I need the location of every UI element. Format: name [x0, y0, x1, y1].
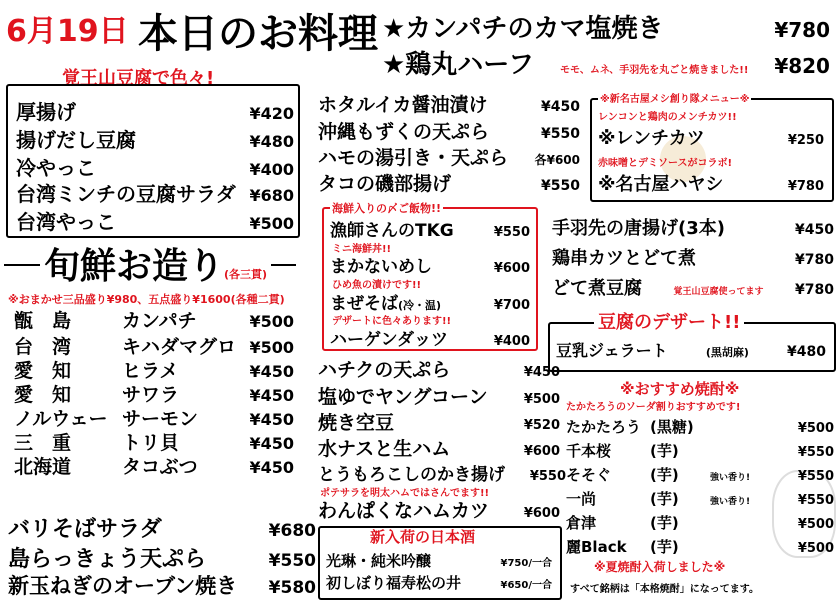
item-price: ¥450 — [249, 410, 294, 429]
fish: サワラ — [122, 384, 180, 406]
sake-title: 新入荷の日本酒 — [370, 528, 476, 546]
item-price: ¥600 — [523, 444, 560, 459]
item-name: 光琳・純米吟醸 — [326, 552, 432, 570]
menu-item — [552, 274, 834, 300]
shochu-row — [566, 512, 834, 533]
item-price: ¥550 — [541, 178, 580, 194]
shochu-row — [566, 536, 834, 557]
item-price: ¥550 — [797, 445, 834, 460]
item-price: ¥680 — [249, 186, 294, 205]
item-note: デザートに色々あります!! — [332, 316, 452, 327]
menu-item — [8, 570, 316, 600]
item-kind: (黒糖) — [650, 418, 694, 436]
origin: 甑 島 — [14, 310, 72, 332]
item-name: 厚揚げ — [16, 100, 76, 124]
item-name: 麗Black — [566, 538, 627, 556]
item-price: ¥550 — [529, 469, 566, 484]
origin: ノルウェー — [14, 408, 108, 430]
origin: 台 湾 — [14, 336, 72, 358]
sashimi-title-note: (各三貫) — [224, 268, 268, 281]
item-price: ¥480 — [249, 132, 294, 151]
item-note: レンコンと鶏肉のメンチカツ!! — [598, 112, 737, 123]
menu-item — [8, 512, 316, 543]
item-price: ¥500 — [249, 312, 294, 331]
item-price: ¥600 — [523, 506, 560, 521]
item-price: ¥550 — [797, 493, 834, 508]
item-price: ¥450 — [541, 99, 580, 115]
menu-item — [16, 96, 294, 125]
item-price: ¥450 — [249, 458, 294, 477]
item-price: ¥520 — [523, 418, 560, 433]
item-name: 豆乳ジェラート — [556, 341, 668, 360]
item-price: ¥450 — [523, 365, 560, 380]
special-item — [382, 8, 830, 45]
menu-item — [318, 117, 580, 144]
menu-item — [318, 382, 560, 409]
item-price: ¥450 — [249, 386, 294, 405]
item-price: ¥750/一合 — [500, 558, 552, 569]
item-price: ¥780 — [795, 252, 834, 268]
item-price: ¥500 — [523, 392, 560, 407]
special-item — [382, 44, 830, 81]
item-name: 漁師さんのTKG — [330, 221, 454, 241]
special-name: ★鶏丸ハーフ — [382, 50, 535, 80]
item-kind: (芋) — [650, 538, 679, 556]
special-note: モモ、ムネ、手羽先を丸ごと焼きました!! — [559, 65, 749, 76]
item-name: 一尚 — [566, 490, 597, 508]
item-name: ハチクの天ぷら — [318, 359, 451, 381]
menu-item — [330, 325, 530, 350]
item-name: 冷やっこ — [16, 156, 96, 180]
item-price: ¥580 — [268, 578, 316, 598]
item-name: まぜそば — [330, 294, 398, 314]
sashimi-row — [14, 332, 294, 359]
item-name: ハモの湯引き・天ぷら — [318, 147, 509, 169]
item-name: 塩ゆでヤングコーン — [318, 386, 488, 408]
item-note: ミニ海鮮丼!! — [332, 244, 392, 255]
item-note: 赤味噌とデミソースがコラボ! — [598, 158, 733, 169]
dessert-title: 豆腐のデザート!! — [594, 308, 744, 334]
menu-item — [16, 124, 294, 153]
item-note: ポテサラを明太ハムではさんでます!! — [320, 488, 490, 499]
item-price: ¥500 — [797, 541, 834, 556]
sashimi-title — [40, 238, 271, 289]
item-sub: (冷・温) — [398, 299, 442, 312]
item-name: とうもろこしのかき揚げ — [318, 465, 505, 485]
item-name: 台湾やっこ — [16, 210, 116, 234]
item-price: ¥480 — [787, 344, 826, 360]
fish: トリ貝 — [122, 432, 180, 454]
item-price: ¥550 — [541, 126, 580, 142]
menu-item — [598, 170, 824, 196]
item-name: ※名古屋ハヤシ — [598, 174, 724, 195]
menu-item — [330, 216, 530, 241]
menu-item — [556, 338, 826, 361]
origin: 愛 知 — [14, 384, 72, 406]
item-name: 新玉ねぎのオーブン焼き — [8, 574, 238, 598]
item-name: たかたろう — [566, 418, 642, 436]
shochu-row — [566, 488, 834, 509]
special-name: ★カンパチのカマ塩焼き — [382, 14, 664, 44]
item-price: ¥600 — [493, 261, 530, 276]
sashimi-row — [14, 452, 294, 479]
item-price: ¥550 — [493, 225, 530, 240]
page-title: 本日のお料理 — [138, 11, 378, 57]
origin: 愛 知 — [14, 360, 72, 382]
item-price: ¥500 — [797, 421, 834, 436]
item-price: ¥780 — [787, 179, 824, 194]
item-price: ¥400 — [493, 334, 530, 349]
item-price: ¥500 — [249, 338, 294, 357]
menu-item — [598, 124, 824, 150]
item-note: 強い香り! — [710, 497, 751, 507]
item-name: 千本桜 — [566, 442, 612, 460]
nagoya-title: ※新名古屋メシ創り隊メニュー※ — [598, 90, 751, 105]
menu-item — [330, 252, 530, 277]
item-price: ¥450 — [249, 362, 294, 381]
item-price: ¥680 — [268, 521, 316, 541]
item-price: ¥650/一合 — [500, 580, 552, 591]
item-name: どて煮豆腐 — [552, 278, 642, 299]
menu-item — [318, 90, 580, 117]
item-name: バリそばサラダ — [8, 517, 162, 542]
shochu-row — [566, 440, 834, 461]
shochu-title: ※おすすめ焼酎※ — [620, 380, 740, 398]
shochu-row — [566, 464, 834, 485]
menu-item — [330, 289, 530, 314]
item-sub: (黒胡麻) — [705, 346, 749, 359]
fish: サーモン — [122, 408, 199, 430]
item-note: 覚王山豆腐使ってます — [673, 287, 764, 297]
item-price: ¥450 — [249, 434, 294, 453]
menu-item — [16, 152, 294, 181]
item-name: まかないめし — [330, 257, 432, 277]
item-kind: (芋) — [650, 466, 679, 484]
item-kind: (芋) — [650, 490, 679, 508]
shochu-footer-note: すべて銘柄は「本格焼酎」になってます。 — [570, 584, 759, 595]
item-name: ハーゲンダッツ — [330, 330, 448, 350]
shochu-row — [566, 416, 834, 437]
sashimi-row — [14, 356, 294, 383]
menu-item — [552, 244, 834, 270]
menu-item — [8, 542, 316, 573]
item-name: 初しぼり福寿松の井 — [326, 574, 462, 592]
menu-item — [318, 143, 580, 170]
item-name: ※レンチカツ — [598, 128, 705, 149]
menu-item — [318, 169, 580, 196]
fish: ヒラメ — [122, 360, 179, 382]
menu-item — [318, 408, 560, 435]
item-note: ひめ魚の漬けです!! — [332, 280, 422, 291]
item-price: 各¥600 — [534, 153, 580, 167]
origin: 北海道 — [14, 456, 72, 478]
menu-item — [318, 434, 560, 461]
item-price: ¥550 — [268, 551, 316, 571]
menu-item — [326, 572, 552, 593]
menu-item — [552, 214, 834, 240]
sashimi-subtitle: ※おまかせ三品盛り¥980、五点盛り¥1600(各種二貫) — [8, 293, 285, 306]
sashimi-row — [14, 428, 294, 455]
fish: タコぶつ — [122, 456, 198, 478]
origin: 三 重 — [14, 432, 72, 454]
item-name: 沖縄もずくの天ぷら — [318, 121, 490, 143]
item-kind: (芋) — [650, 514, 679, 532]
item-name: 島らっきょう天ぷら — [8, 547, 207, 572]
menu-item — [318, 355, 560, 382]
menu-item — [318, 496, 560, 523]
item-name: わんぱくなハムカツ — [318, 500, 490, 522]
item-price: ¥500 — [797, 517, 834, 532]
item-price: ¥450 — [795, 222, 834, 238]
item-name: タコの磯部揚げ — [318, 173, 452, 195]
item-name: 揚げだし豆腐 — [16, 128, 136, 152]
special-price: ¥820 — [774, 54, 830, 78]
shochu-footer: ※夏焼酎入荷しました※ — [594, 560, 726, 574]
fish: カンパチ — [122, 310, 197, 332]
tofu-title: 覚王山豆腐で色々! — [62, 68, 215, 89]
rice-title: 海鮮入りの〆ご飯物!! — [332, 202, 442, 215]
menu-item — [16, 178, 294, 207]
item-price: ¥400 — [249, 160, 294, 179]
sashimi-title-text: 旬鮮お造り — [44, 246, 225, 287]
item-name: 手羽先の唐揚げ(3本) — [552, 218, 725, 239]
menu-item — [326, 550, 552, 571]
shochu-subtitle: たかたろうのソーダ割りおすすめです! — [566, 402, 741, 413]
item-kind: (芋) — [650, 442, 679, 460]
item-price: ¥780 — [795, 282, 834, 298]
item-price: ¥700 — [493, 298, 530, 313]
menu-item — [16, 206, 294, 235]
item-price: ¥420 — [249, 104, 294, 123]
sashimi-row — [14, 306, 294, 333]
date: 6月19日 — [6, 14, 129, 49]
special-price: ¥780 — [774, 18, 830, 42]
item-name: 焼き空豆 — [318, 412, 395, 434]
item-price: ¥550 — [797, 469, 834, 484]
item-name: 台湾ミンチの豆腐サラダ — [16, 182, 236, 206]
item-name: ホタルイカ醤油漬け — [318, 94, 488, 116]
item-name: そそぐ — [566, 466, 612, 484]
item-name: 鶏串カツとどて煮 — [552, 248, 696, 269]
item-price: ¥500 — [249, 214, 294, 233]
sashimi-row — [14, 404, 294, 431]
fish: キハダマグロ — [122, 336, 237, 358]
item-note: 強い香り! — [710, 473, 751, 483]
item-price: ¥250 — [787, 133, 824, 148]
sashimi-row — [14, 380, 294, 407]
item-name: 倉津 — [566, 514, 597, 532]
menu-item — [318, 460, 566, 485]
item-name: 水ナスと生ハム — [318, 438, 451, 460]
